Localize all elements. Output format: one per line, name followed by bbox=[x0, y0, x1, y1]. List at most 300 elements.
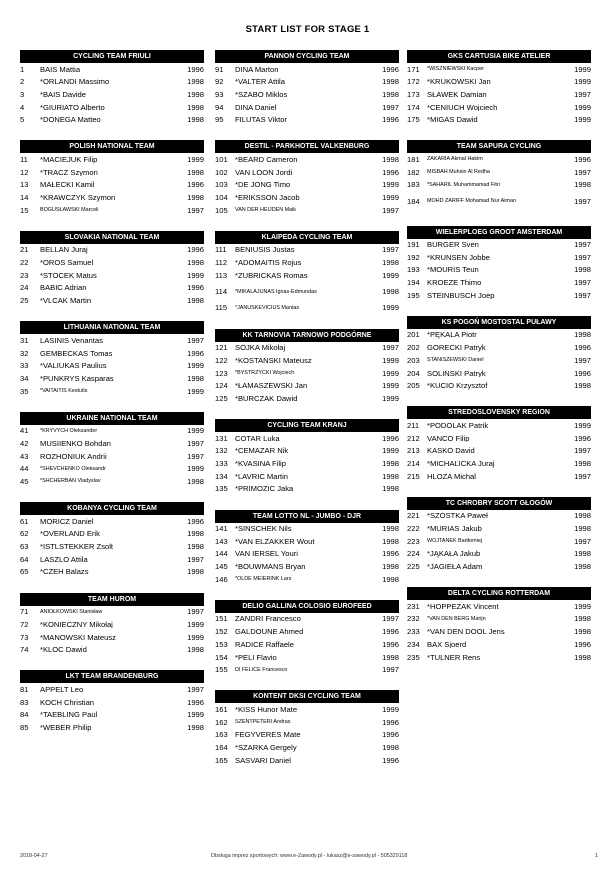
rider-name: *ERIKSSON Jacob bbox=[235, 194, 300, 202]
rider-row bbox=[20, 528, 204, 541]
rider-name: DINA Marton bbox=[235, 65, 279, 74]
rider-name: KOCH Christian bbox=[40, 698, 95, 707]
rider-row bbox=[407, 63, 591, 76]
rider-name: *ISTLSTEKKER Zsolt bbox=[40, 543, 114, 551]
rider-birth-year: 1996 bbox=[382, 167, 399, 177]
team-header: KOBANYA CYCLING TEAM bbox=[20, 502, 204, 515]
rider-name: *HOPPEZAK Vincent bbox=[427, 602, 499, 611]
rider-number: 124 bbox=[215, 381, 228, 391]
team-header: KK TARNOVIA TARNOWO PODGÓRNE bbox=[215, 329, 399, 342]
rider-row bbox=[215, 573, 399, 586]
rider-name: *TAEBLING Paul bbox=[40, 711, 98, 719]
rider-birth-year: 1999 bbox=[574, 77, 591, 87]
rider-birth-year: 1999 bbox=[574, 601, 591, 611]
rider-birth-year: 1997 bbox=[574, 240, 591, 250]
rider-number: 94 bbox=[215, 102, 224, 112]
rider-number: 181 bbox=[407, 154, 420, 164]
rider-number: 62 bbox=[20, 529, 29, 539]
rider-birth-year: 1996 bbox=[187, 283, 204, 293]
rider-number: 215 bbox=[407, 471, 420, 481]
rider-name: ROZHONIUK Andrii bbox=[40, 452, 107, 461]
rider-birth-year: 1999 bbox=[187, 426, 204, 436]
team-header: TEAM HUROM bbox=[20, 593, 204, 606]
rider-number: 151 bbox=[215, 614, 228, 624]
rider-row bbox=[215, 282, 399, 302]
rider-name: *SZÓSTKA Paweł bbox=[427, 512, 488, 520]
rider-name: *MIGAS Dawid bbox=[427, 116, 478, 124]
team-block bbox=[407, 497, 591, 573]
rider-birth-year: 1996 bbox=[187, 245, 204, 255]
rider-row bbox=[215, 153, 399, 166]
start-list-column-right bbox=[407, 50, 591, 678]
rider-row bbox=[407, 638, 591, 651]
team-block bbox=[20, 50, 204, 126]
rider-row bbox=[215, 535, 399, 548]
rider-name: *SHCHERBAN Vladyslav bbox=[40, 478, 101, 485]
rider-row bbox=[215, 392, 399, 405]
rider-birth-year: 1997 bbox=[382, 205, 399, 215]
rider-birth-year: 1996 bbox=[382, 627, 399, 637]
rider-number: 162 bbox=[215, 717, 228, 727]
rider-number: 22 bbox=[20, 258, 29, 268]
rider-number: 192 bbox=[407, 252, 420, 262]
rider-number: 141 bbox=[215, 524, 228, 534]
rider-number: 212 bbox=[407, 433, 420, 443]
rider-birth-year: 1996 bbox=[382, 115, 399, 125]
rider-row bbox=[407, 380, 591, 393]
team-block bbox=[20, 231, 204, 307]
rider-name: *KUCIO Krzysztof bbox=[427, 382, 488, 390]
rider-birth-year: 1999 bbox=[187, 154, 204, 164]
rider-row bbox=[407, 166, 591, 179]
rider-birth-year: 1998 bbox=[382, 154, 399, 164]
rider-number: 71 bbox=[20, 607, 29, 617]
rider-number: 43 bbox=[20, 451, 29, 461]
rider-row bbox=[215, 192, 399, 205]
rider-number: 146 bbox=[215, 574, 228, 584]
rider-birth-year: 1996 bbox=[187, 180, 204, 190]
rider-name: VAN LOON Jordi bbox=[235, 168, 293, 177]
rider-birth-year: 1998 bbox=[187, 193, 204, 203]
rider-name: *KRUNSEN Jobbe bbox=[427, 253, 490, 262]
rider-number: 34 bbox=[20, 373, 29, 383]
rider-birth-year: 1996 bbox=[382, 730, 399, 740]
rider-name: *PELI Flavio bbox=[235, 653, 277, 662]
rider-name: *KRUKOWSKI Jan bbox=[427, 78, 491, 86]
rider-birth-year: 1999 bbox=[382, 393, 399, 403]
rider-row bbox=[20, 257, 204, 270]
rider-birth-year: 1998 bbox=[574, 330, 591, 340]
rider-birth-year: 1999 bbox=[187, 464, 204, 474]
rider-row bbox=[215, 703, 399, 716]
rider-name: *PUNKRYS Kasparas bbox=[40, 374, 114, 383]
rider-name: ZAKARIA Akmal Hakim bbox=[427, 156, 483, 163]
rider-row bbox=[215, 523, 399, 536]
rider-number: 25 bbox=[20, 296, 29, 306]
rider-row bbox=[407, 277, 591, 290]
rider-name: *VAN DEN DOOL Jens bbox=[427, 628, 505, 636]
rider-number: 202 bbox=[407, 343, 420, 353]
rider-number: 14 bbox=[20, 193, 29, 203]
rider-name: *ZUBRICKAS Romas bbox=[235, 271, 308, 280]
rider-row bbox=[215, 204, 399, 217]
team-header: LKT TEAM BRANDENBURG bbox=[20, 670, 204, 683]
rider-row bbox=[407, 613, 591, 626]
rider-birth-year: 1998 bbox=[574, 562, 591, 572]
rider-row bbox=[215, 166, 399, 179]
rider-number: 91 bbox=[215, 64, 224, 74]
rider-row bbox=[20, 114, 204, 127]
rider-birth-year: 1998 bbox=[187, 477, 204, 487]
rider-number: 84 bbox=[20, 710, 29, 720]
rider-number: 2 bbox=[20, 77, 25, 87]
rider-name: SASVARI Daniel bbox=[235, 756, 291, 765]
rider-birth-year: 1997 bbox=[574, 290, 591, 300]
rider-birth-year: 1996 bbox=[574, 368, 591, 378]
rider-birth-year: 1998 bbox=[382, 458, 399, 468]
rider-name: *CEMAZAR Nik bbox=[235, 447, 289, 455]
rider-number: 32 bbox=[20, 348, 29, 358]
rider-name: *VAITAITIS Kestutis bbox=[40, 388, 88, 395]
rider-row bbox=[20, 347, 204, 360]
rider-birth-year: 1997 bbox=[187, 205, 204, 215]
team-block bbox=[20, 593, 204, 657]
team-header: CYCLING TEAM KRANJ bbox=[215, 419, 399, 432]
rider-name: BENIUSIS Justas bbox=[235, 246, 295, 255]
rider-name: COTAR Luka bbox=[235, 434, 280, 443]
rider-name: VAN IERSEL Youri bbox=[235, 550, 298, 559]
rider-birth-year: 1998 bbox=[187, 115, 204, 125]
team-block bbox=[215, 231, 399, 315]
rider-number: 92 bbox=[215, 77, 224, 87]
rider-birth-year: 1998 bbox=[382, 536, 399, 546]
rider-birth-year: 1996 bbox=[574, 433, 591, 443]
rider-birth-year: 1998 bbox=[382, 77, 399, 87]
rider-number: 65 bbox=[20, 567, 29, 577]
team-header: TC CHROBRY SCOTT GŁOGÓW bbox=[407, 497, 591, 510]
team-block bbox=[20, 140, 204, 216]
rider-name: *CENIUCH Wojciech bbox=[427, 103, 498, 112]
rider-number: 21 bbox=[20, 245, 29, 255]
team-header: DELIO GALLINA COLOSIO EUROFEED bbox=[215, 600, 399, 613]
footer-contact: Obsługa imprez sportowych: www.e-Zawody.pl - lukasz@e-zawody.pl - 505329118 bbox=[210, 853, 408, 859]
rider-number: 145 bbox=[215, 562, 228, 572]
rider-row bbox=[20, 683, 204, 696]
rider-name: *BURCZAK Dawid bbox=[235, 394, 298, 403]
rider-number: 33 bbox=[20, 361, 29, 371]
team-header: CYCLING TEAM FRIULI bbox=[20, 50, 204, 63]
rider-name: *OVERLAND Erik bbox=[40, 530, 100, 539]
rider-row bbox=[215, 269, 399, 282]
rider-number: 175 bbox=[407, 115, 420, 125]
rider-row bbox=[20, 618, 204, 631]
rider-name: *ŁAMASZEWSKI Jan bbox=[235, 382, 308, 390]
team-block bbox=[215, 140, 399, 216]
team-block bbox=[215, 510, 399, 586]
rider-name: GÓRECKI Patryk bbox=[427, 344, 486, 352]
rider-birth-year: 1996 bbox=[187, 697, 204, 707]
rider-birth-year: 1998 bbox=[382, 562, 399, 572]
rider-birth-year: 1999 bbox=[382, 368, 399, 378]
team-header: KONTENT DKSI CYCLING TEAM bbox=[215, 690, 399, 703]
rider-name: *STOCEK Matus bbox=[40, 271, 97, 280]
rider-row bbox=[20, 566, 204, 579]
rider-name: FEGYVERES Mate bbox=[235, 731, 301, 739]
rider-number: 172 bbox=[407, 77, 420, 87]
rider-name: DI FELICE Francesco bbox=[235, 666, 288, 673]
rider-name: APPELT Leo bbox=[40, 685, 84, 694]
rider-name: GALDOUNE Ahmed bbox=[235, 628, 304, 636]
rider-number: 173 bbox=[407, 89, 420, 99]
rider-birth-year: 1996 bbox=[382, 755, 399, 765]
rider-row bbox=[20, 385, 204, 398]
rider-number: 44 bbox=[20, 464, 29, 474]
rider-row bbox=[215, 367, 399, 380]
rider-row bbox=[215, 76, 399, 89]
team-header: SLOVAKIA NATIONAL TEAM bbox=[20, 231, 204, 244]
team-header: KS POGOŃ MOSTOSTAL PUŁAWY bbox=[407, 316, 591, 329]
rider-number: 222 bbox=[407, 524, 420, 534]
team-header: LITHUANIA NATIONAL TEAM bbox=[20, 321, 204, 334]
rider-number: 154 bbox=[215, 652, 228, 662]
rider-number: 83 bbox=[20, 697, 29, 707]
rider-birth-year: 1997 bbox=[574, 471, 591, 481]
rider-row bbox=[407, 419, 591, 432]
team-header: TEAM LOTTO NL - JUMBO - DJR bbox=[215, 510, 399, 523]
rider-birth-year: 1998 bbox=[574, 549, 591, 559]
rider-row bbox=[407, 342, 591, 355]
rider-name: BURGER Sven bbox=[427, 241, 479, 249]
team-header: DELTA CYCLING ROTTERDAM bbox=[407, 587, 591, 600]
rider-birth-year: 1999 bbox=[574, 420, 591, 430]
rider-name: GEMBECKAS Tomas bbox=[40, 349, 113, 358]
team-block bbox=[215, 419, 399, 495]
rider-birth-year: 1998 bbox=[187, 567, 204, 577]
start-list-column-middle bbox=[215, 50, 399, 781]
rider-birth-year: 1998 bbox=[574, 180, 591, 190]
rider-name: *TRACZ Szymon bbox=[40, 168, 98, 177]
rider-name: KASKO David bbox=[427, 447, 475, 455]
rider-number: 191 bbox=[407, 240, 420, 250]
rider-birth-year: 1996 bbox=[187, 348, 204, 358]
rider-name: MAŁECKI Kamil bbox=[40, 181, 95, 189]
rider-row bbox=[407, 153, 591, 166]
rider-number: 104 bbox=[215, 193, 228, 203]
rider-name: *SZARKA Gergely bbox=[235, 743, 297, 752]
rider-number: 133 bbox=[215, 458, 228, 468]
rider-birth-year: 1997 bbox=[574, 278, 591, 288]
rider-row bbox=[407, 179, 591, 192]
rider-birth-year: 1997 bbox=[382, 245, 399, 255]
rider-row bbox=[20, 166, 204, 179]
rider-row bbox=[20, 606, 204, 619]
rider-name: *KISS Hunor Mate bbox=[235, 705, 298, 714]
rider-birth-year: 1999 bbox=[382, 355, 399, 365]
rider-row bbox=[20, 631, 204, 644]
rider-number: 85 bbox=[20, 722, 29, 732]
rider-birth-year: 1998 bbox=[574, 265, 591, 275]
rider-number: 4 bbox=[20, 102, 25, 112]
rider-row bbox=[407, 239, 591, 252]
rider-row bbox=[215, 101, 399, 114]
rider-row bbox=[407, 88, 591, 101]
rider-row bbox=[215, 716, 399, 729]
rider-name: *DONEGA Matteo bbox=[40, 116, 101, 124]
rider-birth-year: 1998 bbox=[382, 652, 399, 662]
team-block bbox=[215, 690, 399, 766]
team-block bbox=[215, 50, 399, 126]
rider-row bbox=[215, 651, 399, 664]
rider-row bbox=[407, 329, 591, 342]
rider-row bbox=[215, 561, 399, 574]
rider-name: *PODOLAK Patrik bbox=[427, 421, 489, 430]
rider-birth-year: 1998 bbox=[382, 258, 399, 268]
rider-name: LASINIS Venantas bbox=[40, 336, 103, 345]
rider-birth-year: 1997 bbox=[382, 343, 399, 353]
rider-birth-year: 1998 bbox=[187, 77, 204, 87]
team-block bbox=[215, 600, 399, 676]
rider-number: 41 bbox=[20, 426, 29, 436]
rider-number: 183 bbox=[407, 180, 420, 190]
rider-birth-year: 1998 bbox=[574, 652, 591, 662]
rider-birth-year: 1997 bbox=[187, 438, 204, 448]
rider-row bbox=[215, 626, 399, 639]
rider-birth-year: 1998 bbox=[574, 524, 591, 534]
rider-number: 171 bbox=[407, 64, 420, 74]
rider-number: 135 bbox=[215, 484, 228, 494]
start-list-column-left bbox=[20, 50, 204, 748]
rider-birth-year: 1999 bbox=[187, 619, 204, 629]
rider-name: SÓJKA Mikołaj bbox=[235, 344, 286, 352]
rider-row bbox=[20, 334, 204, 347]
rider-number: 203 bbox=[407, 355, 420, 365]
rider-birth-year: 1998 bbox=[382, 89, 399, 99]
rider-number: 155 bbox=[215, 665, 228, 675]
rider-birth-year: 1997 bbox=[574, 446, 591, 456]
rider-row bbox=[407, 114, 591, 127]
rider-row bbox=[215, 741, 399, 754]
rider-name: STEINBUSCH Joep bbox=[427, 291, 495, 300]
rider-name: RADICE Raffaele bbox=[235, 640, 294, 649]
rider-row bbox=[215, 664, 399, 677]
rider-row bbox=[407, 510, 591, 523]
rider-name: *PRIMOZIC Jaka bbox=[235, 485, 294, 493]
team-block bbox=[215, 329, 399, 405]
rider-number: 182 bbox=[407, 167, 420, 177]
rider-name: HLOZA Michal bbox=[427, 472, 476, 481]
rider-name: BOGUSŁAWSKI Marceli bbox=[40, 207, 99, 214]
rider-birth-year: 1998 bbox=[187, 542, 204, 552]
rider-birth-year: 1998 bbox=[382, 524, 399, 534]
rider-birth-year: 1998 bbox=[187, 89, 204, 99]
rider-number: 73 bbox=[20, 632, 29, 642]
rider-birth-year: 1996 bbox=[187, 64, 204, 74]
rider-name: *MOURIS Teun bbox=[427, 266, 479, 275]
rider-number: 163 bbox=[215, 730, 228, 740]
rider-number: 23 bbox=[20, 270, 29, 280]
rider-number: 224 bbox=[407, 549, 420, 559]
rider-birth-year: 1999 bbox=[382, 704, 399, 714]
rider-number: 174 bbox=[407, 102, 420, 112]
rider-row bbox=[215, 548, 399, 561]
rider-number: 42 bbox=[20, 438, 29, 448]
rider-row bbox=[20, 372, 204, 385]
rider-row bbox=[20, 101, 204, 114]
rider-name: *OROS Samuel bbox=[40, 259, 94, 267]
rider-name: BABIC Adrian bbox=[40, 284, 87, 293]
rider-birth-year: 1998 bbox=[382, 742, 399, 752]
rider-row bbox=[215, 613, 399, 626]
rider-birth-year: 1997 bbox=[382, 102, 399, 112]
rider-birth-year: 1997 bbox=[187, 335, 204, 345]
rider-name: *CZEH Balazs bbox=[40, 568, 89, 577]
rider-birth-year: 1996 bbox=[574, 343, 591, 353]
rider-birth-year: 1997 bbox=[187, 607, 204, 617]
rider-row bbox=[407, 600, 591, 613]
rider-number: 101 bbox=[215, 154, 228, 164]
rider-name: *TULNER Rens bbox=[427, 653, 481, 662]
rider-name: *KLOC Dawid bbox=[40, 646, 87, 654]
rider-birth-year: 1999 bbox=[187, 361, 204, 371]
rider-birth-year: 1999 bbox=[382, 446, 399, 456]
team-block bbox=[407, 226, 591, 302]
rider-name: *LAVRIC Martin bbox=[235, 472, 289, 481]
rider-row bbox=[407, 626, 591, 639]
team-header: KLAIPEDA CYCLING TEAM bbox=[215, 231, 399, 244]
rider-row bbox=[407, 76, 591, 89]
rider-name: *PĘKALA Piotr bbox=[427, 331, 477, 340]
rider-number: 95 bbox=[215, 115, 224, 125]
rider-birth-year: 1999 bbox=[382, 193, 399, 203]
rider-birth-year: 1996 bbox=[574, 154, 591, 164]
rider-number: 105 bbox=[215, 205, 228, 215]
rider-number: 93 bbox=[215, 89, 224, 99]
rider-name: BAX Sjoerd bbox=[427, 640, 467, 649]
rider-row bbox=[215, 88, 399, 101]
team-header: STREDOSLOVENSKY REGION bbox=[407, 406, 591, 419]
rider-row bbox=[20, 192, 204, 205]
rider-name: *OLDE MEIERINK Lars bbox=[235, 576, 292, 583]
rider-row bbox=[215, 342, 399, 355]
rider-birth-year: 1998 bbox=[574, 627, 591, 637]
rider-birth-year: 1998 bbox=[382, 484, 399, 494]
rider-number: 45 bbox=[20, 477, 29, 487]
rider-number: 143 bbox=[215, 536, 228, 546]
rider-name: *BEARD Cameron bbox=[235, 155, 298, 164]
rider-name: *MANOWSKI Mateusz bbox=[40, 633, 116, 642]
rider-birth-year: 1999 bbox=[574, 102, 591, 112]
rider-row bbox=[20, 644, 204, 657]
rider-birth-year: 1999 bbox=[574, 115, 591, 125]
rider-row bbox=[215, 179, 399, 192]
rider-name: *WEBER Philip bbox=[40, 723, 92, 732]
rider-birth-year: 1997 bbox=[574, 196, 591, 206]
rider-row bbox=[20, 721, 204, 734]
rider-row bbox=[215, 432, 399, 445]
rider-number: 232 bbox=[407, 614, 420, 624]
rider-birth-year: 1998 bbox=[187, 529, 204, 539]
rider-row bbox=[215, 457, 399, 470]
rider-name: STANISZEWSKI Daniel bbox=[427, 357, 484, 364]
rider-number: 114 bbox=[215, 287, 228, 297]
team-header: UKRAINE NATIONAL TEAM bbox=[20, 412, 204, 425]
rider-name: WOJTANEK Bartłomiej bbox=[427, 538, 483, 545]
rider-row bbox=[407, 264, 591, 277]
rider-number: 211 bbox=[407, 420, 420, 430]
rider-name: BAIS Mattia bbox=[40, 65, 81, 74]
rider-row bbox=[407, 192, 591, 212]
rider-row bbox=[215, 445, 399, 458]
